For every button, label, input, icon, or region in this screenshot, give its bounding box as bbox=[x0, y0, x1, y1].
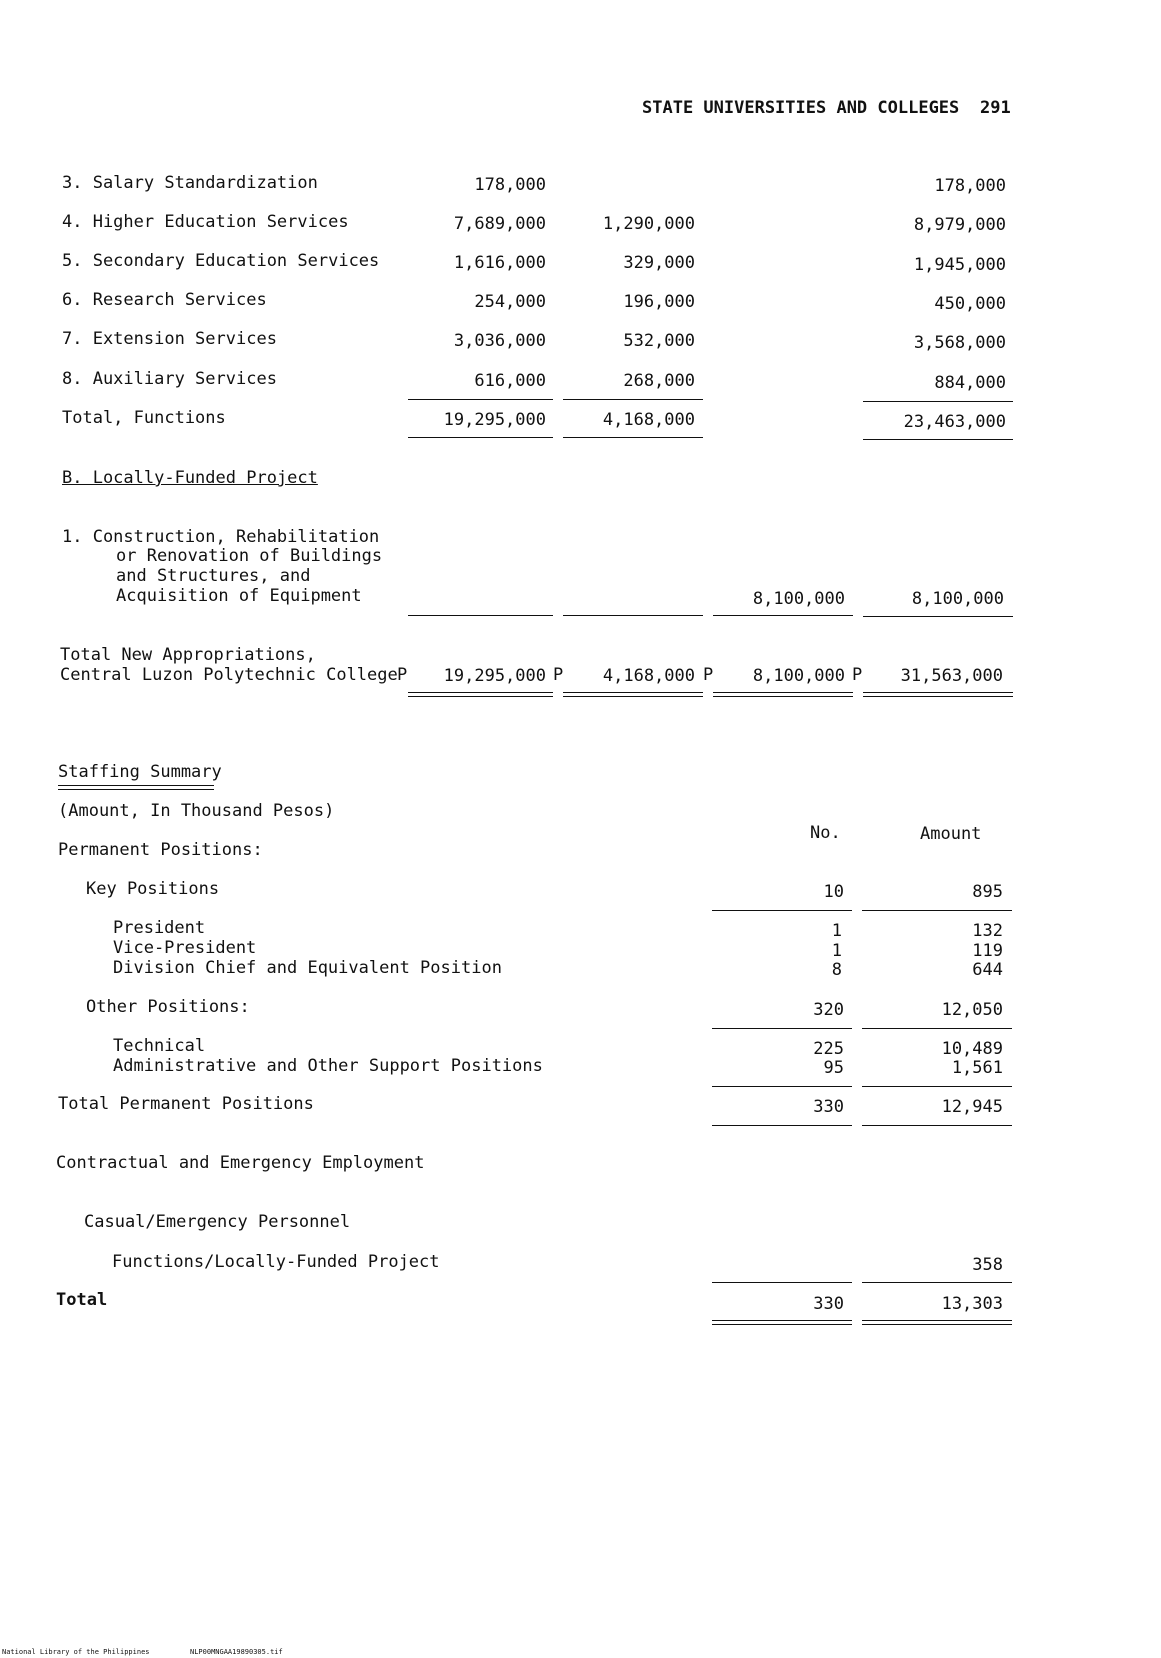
rule bbox=[712, 910, 852, 911]
functions-lfp-amount: 358 bbox=[972, 1255, 1003, 1275]
currency-symbol: P bbox=[703, 665, 714, 685]
position-label: Vice-President bbox=[113, 938, 257, 958]
function-c2: 329,000 bbox=[623, 253, 695, 273]
total-functions-label: Total, Functions bbox=[62, 408, 226, 428]
position-amount: 644 bbox=[972, 960, 1003, 980]
function-total: 3,568,000 bbox=[913, 333, 1006, 353]
rule bbox=[563, 399, 703, 400]
function-label: 4. Higher Education Services bbox=[62, 212, 349, 232]
rule bbox=[712, 1086, 852, 1087]
rule bbox=[862, 1282, 1012, 1283]
total-new-line1: Total New Appropriations, bbox=[60, 645, 316, 665]
function-label: 7. Extension Services bbox=[62, 329, 277, 349]
footer-library: National Library of the Philippines bbox=[2, 1648, 150, 1656]
lfp-item-line: 1. Construction, Rehabilitation bbox=[62, 527, 380, 547]
rule bbox=[712, 1028, 852, 1029]
position-label: Division Chief and Equivalent Position bbox=[113, 958, 502, 978]
currency-symbol: P bbox=[553, 665, 564, 685]
rule bbox=[408, 399, 553, 400]
total-permanent-amount: 12,945 bbox=[941, 1097, 1003, 1117]
total-permanent-no: 330 bbox=[813, 1097, 844, 1117]
position-no: 1 bbox=[831, 941, 842, 961]
col-header-amount: Amount bbox=[920, 824, 982, 844]
page-header-title: STATE UNIVERSITIES AND COLLEGES bbox=[642, 98, 960, 118]
position-no: 1 bbox=[831, 921, 842, 941]
rule bbox=[408, 615, 553, 616]
double-rule bbox=[408, 692, 553, 697]
grand-total-amount: 13,303 bbox=[941, 1294, 1003, 1314]
other-positions-no: 320 bbox=[813, 1000, 844, 1020]
rule bbox=[862, 1086, 1012, 1087]
double-rule bbox=[713, 692, 853, 697]
currency-symbol: P bbox=[397, 665, 408, 685]
lfp-item-line: and Structures, and bbox=[116, 566, 311, 586]
currency-symbol: P bbox=[852, 665, 863, 685]
lfp-heading: B. Locally-Funded Project bbox=[62, 468, 318, 488]
rule bbox=[863, 439, 1013, 440]
lfp-item-line: or Renovation of Buildings bbox=[116, 546, 383, 566]
function-c2: 268,000 bbox=[623, 371, 695, 391]
position-no: 225 bbox=[813, 1039, 844, 1059]
contractual-label: Contractual and Emergency Employment bbox=[56, 1153, 425, 1173]
lfp-item-line: Acquisition of Equipment bbox=[116, 586, 362, 606]
double-rule bbox=[712, 1320, 852, 1325]
double-rule bbox=[862, 1320, 1012, 1325]
function-label: 3. Salary Standardization bbox=[62, 173, 318, 193]
function-c1: 1,616,000 bbox=[453, 253, 546, 273]
position-label: Technical bbox=[113, 1036, 206, 1056]
total-new-c2: 4,168,000 bbox=[602, 666, 695, 686]
double-rule bbox=[863, 692, 1013, 697]
staffing-title-underline bbox=[58, 785, 214, 790]
function-c2: 196,000 bbox=[623, 292, 695, 312]
position-label: Administrative and Other Support Positions bbox=[113, 1056, 543, 1076]
lfp-c3: 8,100,000 bbox=[752, 589, 845, 609]
staffing-subtitle: (Amount, In Thousand Pesos) bbox=[58, 801, 335, 821]
total-functions-total: 23,463,000 bbox=[903, 412, 1006, 432]
rule bbox=[862, 910, 1012, 911]
rule bbox=[712, 1282, 852, 1283]
functions-lfp-label: Functions/Locally-Funded Project bbox=[112, 1252, 440, 1272]
casual-label: Casual/Emergency Personnel bbox=[84, 1212, 351, 1232]
lfp-total: 8,100,000 bbox=[911, 589, 1004, 609]
rule bbox=[862, 1125, 1012, 1126]
position-no: 95 bbox=[823, 1058, 844, 1078]
function-label: 8. Auxiliary Services bbox=[62, 369, 277, 389]
key-positions-amount: 895 bbox=[972, 882, 1003, 902]
total-new-line2: Central Luzon Polytechnic College bbox=[60, 665, 398, 685]
col-header-no: No. bbox=[810, 823, 841, 843]
footer-file: NLP00MNGAA19890305.tif bbox=[190, 1648, 283, 1656]
total-new-c3: 8,100,000 bbox=[752, 666, 845, 686]
rule bbox=[863, 616, 1013, 617]
function-total: 8,979,000 bbox=[913, 215, 1006, 235]
function-c1: 254,000 bbox=[474, 292, 546, 312]
rule bbox=[713, 615, 853, 616]
function-c2: 532,000 bbox=[623, 331, 695, 351]
permanent-positions-label: Permanent Positions: bbox=[58, 840, 263, 860]
key-positions-no: 10 bbox=[823, 882, 844, 902]
function-total: 1,945,000 bbox=[913, 255, 1006, 275]
staffing-title: Staffing Summary bbox=[58, 762, 222, 782]
total-new-total: 31,563,000 bbox=[900, 666, 1003, 686]
position-amount: 1,561 bbox=[951, 1058, 1003, 1078]
rule bbox=[563, 615, 703, 616]
grand-total-label: Total bbox=[56, 1290, 108, 1310]
other-positions-label: Other Positions: bbox=[86, 997, 250, 1017]
function-c1: 616,000 bbox=[474, 371, 546, 391]
total-permanent-label: Total Permanent Positions bbox=[58, 1094, 314, 1114]
rule bbox=[712, 1125, 852, 1126]
double-rule bbox=[563, 692, 703, 697]
function-c1: 178,000 bbox=[474, 175, 546, 195]
function-c1: 7,689,000 bbox=[453, 214, 546, 234]
function-total: 178,000 bbox=[934, 176, 1006, 196]
position-amount: 119 bbox=[972, 941, 1003, 961]
position-label: President bbox=[113, 918, 206, 938]
function-total: 884,000 bbox=[934, 373, 1006, 393]
position-no: 8 bbox=[831, 960, 842, 980]
function-c2: 1,290,000 bbox=[602, 214, 695, 234]
grand-total-no: 330 bbox=[813, 1294, 844, 1314]
function-label: 6. Research Services bbox=[62, 290, 267, 310]
total-functions-c1: 19,295,000 bbox=[443, 410, 546, 430]
rule bbox=[862, 1028, 1012, 1029]
function-label: 5. Secondary Education Services bbox=[62, 251, 380, 271]
position-amount: 132 bbox=[972, 921, 1003, 941]
function-total: 450,000 bbox=[934, 294, 1006, 314]
total-new-c1: 19,295,000 bbox=[443, 666, 546, 686]
total-functions-c2: 4,168,000 bbox=[602, 410, 695, 430]
rule bbox=[563, 437, 703, 438]
rule bbox=[863, 401, 1013, 402]
other-positions-amount: 12,050 bbox=[941, 1000, 1003, 1020]
function-c1: 3,036,000 bbox=[453, 331, 546, 351]
page-number: 291 bbox=[980, 98, 1011, 118]
position-amount: 10,489 bbox=[941, 1039, 1003, 1059]
key-positions-label: Key Positions bbox=[86, 879, 220, 899]
rule bbox=[408, 437, 553, 438]
